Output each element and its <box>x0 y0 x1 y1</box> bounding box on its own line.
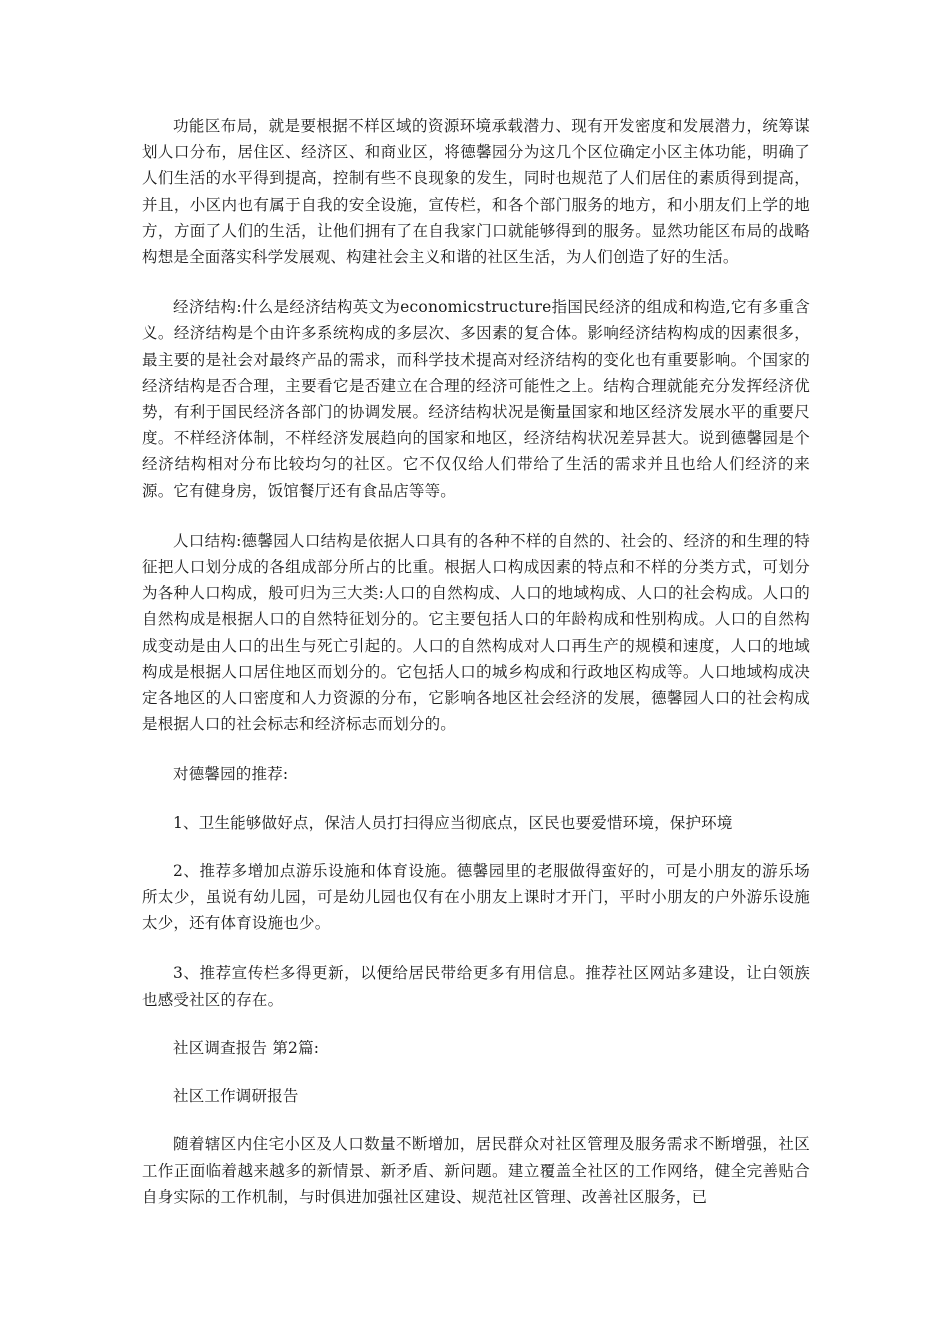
paragraph-recommendations-heading: 对德馨园的推荐: <box>173 765 289 784</box>
paragraph-recommendation-2: 2、推荐多增加点游乐设施和体育设施。德馨园里的老服做得蛮好的，可是小朋友的游乐场所太少，虽说有幼儿园，可是幼儿园也仅有在小朋友上课时才开门，平时小朋友的户外游乐设施太少，还有体育设施也少。 <box>142 861 810 933</box>
paragraph-recommendation-1: 1、卫生能够做好点，保洁人员打扫得应当彻底点，区民也要爱惜环境，保护环境 <box>173 813 733 832</box>
paragraph-recommendation-3: 3、推荐宣传栏多得更新，以便给居民带给更多有用信息。推荐社区网站多建设，让白领族也感受社区的存在。 <box>142 964 810 1009</box>
paragraph-population-structure: 人口结构:德馨园人口结构是依据人口具有的各种不样的自然的、社会的、经济的和生理的特征把人口划分成的各组成部分所占的比重。根据人口构成因素的特点和不样的分类方式，可划分为各种人口构成，般可归为三大类:人口的自然构成、人口的地域构成、人口的社会构成。人口的自然构成是根据人口的自然特征划分的。它主要包括人口的年龄构成和性别构成。人口的自然构成变动是由人口的出生与死亡引起的。人口的自然构成对人口再生产的规模和速度，人口的地域构成是根据人口居住地区而划分的。它包括人口的城乡构成和行政地区构成等。人口地域构成决定各地区的人口密度和人力资源的分布，它影响各地区社会经济的发展，德馨园人口的社会构成是根据人口的社会标志和经济标志而划分的。 <box>142 531 810 734</box>
section-title-report: 社区工作调研报告 <box>173 1087 299 1106</box>
paragraph-community-work: 随着辖区内住宅小区及人口数量不断增加，居民群众对社区管理及服务需求不断增强，社区工作正面临着越来越多的新情景、新矛盾、新问题。建立覆盖全社区的工作网络，健全完善贴合自身实际的工作机制，与时俱进加强社区建设、规范社区管理、改善社区服务，已 <box>142 1135 810 1206</box>
section-heading-part-2: 社区调查报告 第2篇: <box>173 1038 320 1057</box>
paragraph-functional-layout: 功能区布局，就是要根据不样区域的资源环境承载潜力、现有开发密度和发展潜力，统筹谋划人口分布，居住区、经济区、和商业区，将德馨园分为这几个区位确定小区主体功能，明确了人们生活的水平得到提高，控制有些不良现象的发生，同时也规范了人们居住的素质得到提高，并且，小区内也有属于自我的安全设施，宣传栏，和各个部门服务的地方，和小朋友们上学的地方，方面了人们的生活，让他们拥有了在自我家门口就能够得到的服务。显然功能区布局的战略构想是全面落实科学发展观、构建社会主义和谐的社区生活，为人们创造了好的生活。 <box>142 117 810 267</box>
paragraph-economic-structure: 经济结构:什么是经济结构英文为economicstructure指国民经济的组成和构造,它有多重含义。经济结构是个由许多系统构成的多层次、多因素的复合体。影响经济结构构成的因素很多，最主要的是社会对最终产品的需求，而科学技术提高对经济结构的变化也有重要影响。个国家的经济结构是否合理，主要看它是否建立在合理的经济可能性之上。结构合理就能充分发挥经济优势，有利于国民经济各部门的协调发展。经济结构状况是衡量国家和地区经济发展水平的重要尺度。不样经济体制，不样经济发展趋向的国家和地区，经济结构状况差异甚大。说到德馨园是个经济结构相对分布比较均匀的社区。它不仅仅给人们带给了生活的需求并且也给人们经济的来源。它有健身房，饭馆餐厅还有食品店等等。 <box>142 298 810 500</box>
document-body <box>142 113 810 1234</box>
